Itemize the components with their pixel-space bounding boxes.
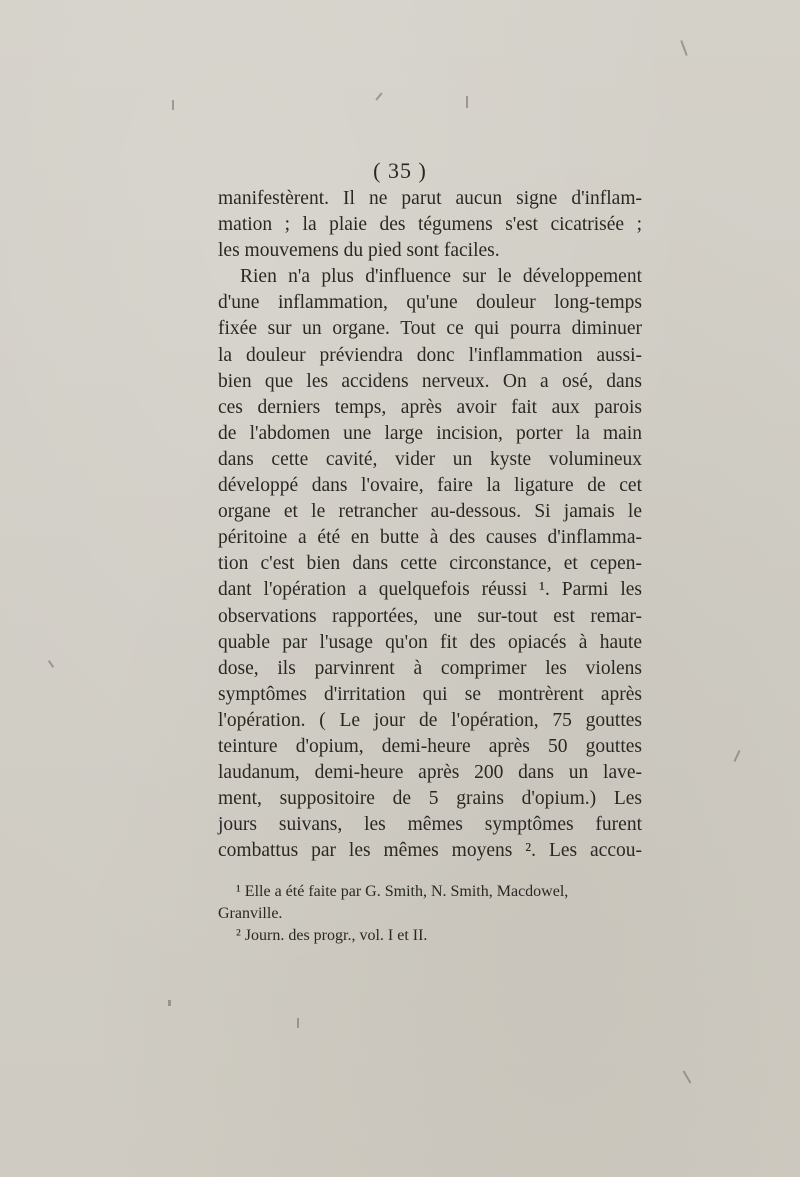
paper-speck (48, 660, 54, 668)
text-line: quable par l'usage qu'on fit des opiacés à haute (218, 631, 642, 653)
text-line: de l'abdomen une large incision, porter la main (218, 422, 642, 444)
text-line: dans cette cavité, vider un kyste volumineux (218, 448, 642, 470)
text-line: ces derniers temps, après avoir fait aux parois (218, 396, 642, 418)
text-line: teinture d'opium, demi-heure après 50 gouttes (218, 735, 642, 757)
text-line: organe et le retrancher au-dessous. Si jamais le (218, 501, 642, 523)
page-number: ( 35 ) (373, 158, 427, 183)
text-line: laudanum, demi-heure après 200 dans un lave- (218, 762, 642, 784)
paper-speck (168, 1000, 171, 1006)
body-text (218, 186, 642, 864)
text-line: observations rapportées, une sur-tout est remar- (218, 605, 642, 627)
text-line: tion c'est bien dans cette circonstance, et cepen- (218, 553, 642, 575)
text-line: dose, ils parvinrent à comprimer les violens (218, 657, 642, 679)
text-line: dant l'opération a quelquefois réussi ¹. Parmi les (218, 579, 642, 601)
text-line: combattus par les mêmes moyens ². Les accou- (218, 840, 642, 862)
text-line: symptômes d'irritation qui se montrèrent après (218, 683, 642, 705)
footnote: Granville. (218, 905, 283, 922)
paper-speck (683, 1070, 692, 1083)
text-line: mation ; la plaie des tégumens s'est cicatrisée ; (218, 214, 642, 236)
text-line: l'opération. ( Le jour de l'opération, 75 gouttes (218, 709, 642, 731)
paper-speck (466, 96, 468, 108)
footnotes (218, 881, 642, 947)
text-line: manifestèrent. Il ne parut aucun signe d'inflam- (218, 188, 642, 209)
paper-speck (734, 750, 741, 762)
text-line: fixée sur un organe. Tout ce qui pourra diminuer (218, 318, 642, 340)
footnote: ¹ Elle a été faite par G. Smith, N. Smith, Macdowel, (236, 883, 569, 900)
text-line: bien que les accidens nerveux. On a osé, dans (218, 370, 642, 392)
text-line: la douleur préviendra donc l'inflammation aussi- (218, 344, 642, 366)
text-line: d'une inflammation, qu'une douleur long-temps (218, 292, 642, 314)
paper-speck (172, 100, 174, 110)
text-line: jours suivans, les mêmes symptômes furent (218, 814, 642, 836)
paper-speck (680, 40, 687, 56)
text-line: Rien n'a plus d'influence sur le développement (240, 266, 642, 288)
text-line: les mouvemens du pied sont faciles. (218, 240, 500, 262)
text-line: ment, suppositoire de 5 grains d'opium.) Les (218, 788, 642, 810)
text-line: péritoine a été en butte à des causes d'inflamma- (218, 527, 642, 549)
footnote: ² Journ. des progr., vol. I et II. (236, 927, 428, 944)
paper-speck (375, 92, 382, 100)
paper-speck (297, 1018, 299, 1028)
text-line: développé dans l'ovaire, faire la ligature de cet (218, 475, 642, 497)
